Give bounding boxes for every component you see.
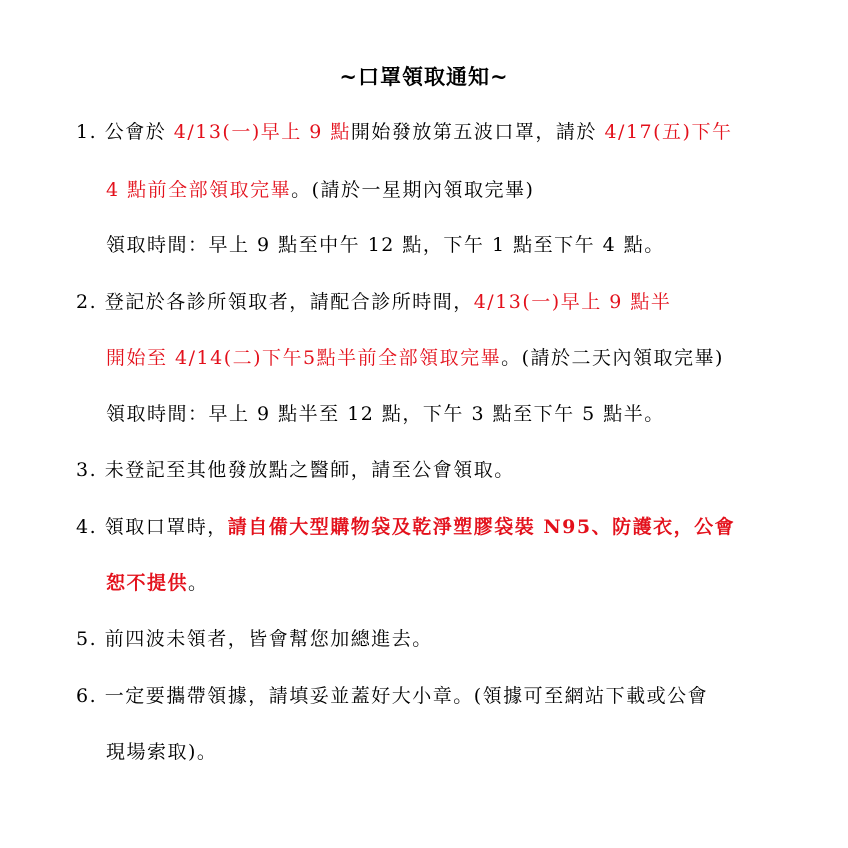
page-title: ~口罩領取通知~ — [339, 64, 509, 89]
item-4-text-a: 領取口罩時， — [104, 516, 228, 538]
item-1-hours: 領取時間：早上 9 點至中午 12 點，下午 1 點至下午 4 點。 — [106, 234, 665, 256]
item-1-text-c: 開始發放第五波口罩，請於 — [350, 121, 605, 143]
item-2-number: 2. — [76, 291, 98, 313]
item-1-number: 1. — [76, 121, 98, 143]
item-2-line-1 — [76, 288, 671, 316]
item-6-number: 6. — [76, 685, 98, 707]
item-1-deadline-b: 4 點前全部領取完畢 — [106, 179, 292, 201]
item-4-line-1 — [76, 513, 735, 541]
item-4-period: 。 — [188, 572, 209, 594]
item-4-warning-end: 恕不提供 — [106, 572, 189, 594]
item-2-line-2 — [106, 344, 724, 372]
item-5-number: 5. — [76, 628, 98, 650]
item-1-note: 。(請於一星期內領取完畢) — [291, 179, 535, 201]
item-6-line-2: 現場索取)。 — [106, 741, 218, 763]
item-3-line-1 — [76, 456, 515, 484]
item-1-start-time: 4/13(一)早上 9 點 — [173, 121, 351, 143]
item-4-line-2 — [106, 569, 209, 597]
item-2-text-a: 登記於各診所領取者，請配合診所時間， — [104, 291, 474, 313]
item-4-number: 4. — [76, 516, 98, 538]
item-2-start-time: 4/13(一)早上 9 點半 — [473, 291, 672, 313]
item-4-warning: 請自備大型購物袋及乾淨塑膠袋裝 N95、防護衣，公會 — [227, 516, 736, 538]
item-3-text: 未登記至其他發放點之醫師，請至公會領取。 — [104, 459, 515, 481]
item-2-hours: 領取時間：早上 9 點半至 12 點，下午 3 點至下午 5 點半。 — [106, 403, 665, 425]
item-3-number: 3. — [76, 459, 98, 481]
item-1-deadline-a: 4/17(五)下午 — [604, 121, 733, 143]
item-1-text-a: 公會於 — [104, 121, 174, 143]
item-5-text: 前四波未領者，皆會幫您加總進去。 — [104, 628, 433, 650]
item-6-text: 一定要攜帶領據，請填妥並蓋好大小章。(領據可至網站下載或公會 — [104, 685, 709, 707]
item-5-line-1 — [76, 625, 433, 653]
item-2-deadline: 開始至 4/14(二)下午5點半前全部領取完畢 — [106, 347, 502, 369]
item-6-line-1 — [76, 682, 708, 710]
item-1-line-1 — [76, 118, 732, 146]
item-2-note: 。(請於二天內領取完畢) — [501, 347, 724, 369]
item-1-line-2 — [106, 176, 534, 204]
